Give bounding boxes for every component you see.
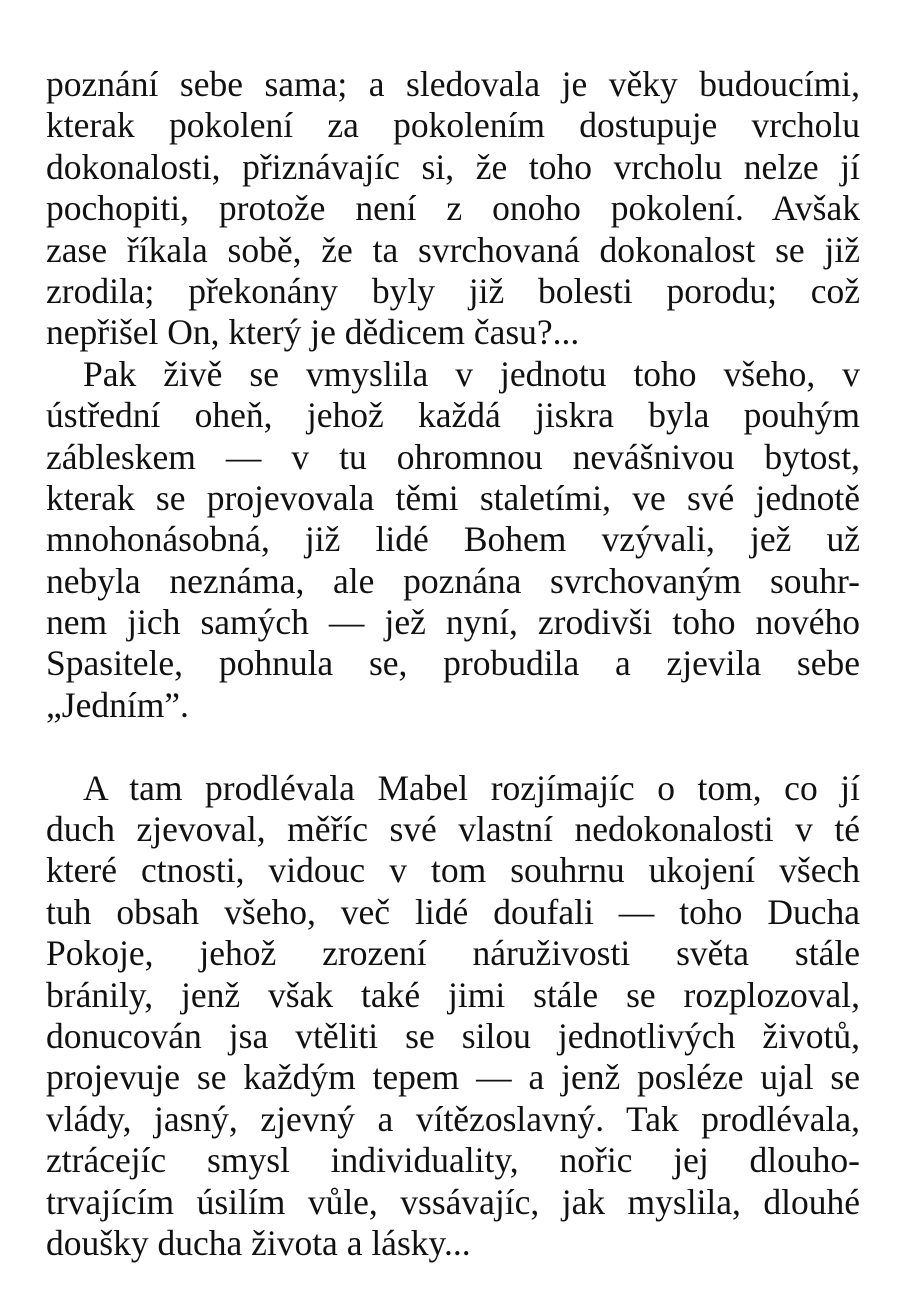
text-line: Pokoje, jehož zrození náruživosti světa stále [46,933,860,974]
text-line: dokonalosti, přiznávajíc si, že toho vrcholu nelze jí [46,146,860,187]
text-line [46,726,860,767]
text-line: donucován jsa vtěliti se silou jednotlivých životů, [46,1015,860,1056]
text-line: vlády, jasný, zjevný a vítězoslavný. Tak prodlévala, [46,1098,860,1139]
text-line: zase říkala sobě, že ta svrchovaná dokonalost se již [46,229,860,270]
text-line: „Jedním”. [46,684,189,725]
text-line: Spasitele, pohnula se, probudila a zjevila sebe [46,643,860,684]
text-line: zábleskem — v tu ohromnou nevášnivou bytost, [46,436,860,477]
text-line: kterak se projevovala těmi staletími, ve své jednotě [46,477,860,518]
text-line: duch zjevoval, měříc své vlastní nedokonalosti v té [46,809,860,850]
text-line: bránily, jenž však také jimi stále se rozplozoval, [46,974,860,1015]
text-line: nem jich samých — jež nyní, zrodivši toho nového [46,602,860,643]
paragraph-3 [46,768,860,1265]
text-line: poznání sebe sama; a sledovala je věky budoucími, [46,64,860,104]
text-line: zrodila; překonány byly již bolesti porodu; což [46,270,860,311]
text-line: doušky ducha života a lásky... [46,1222,471,1263]
text-line: ztrácejíc smysl individuality, nořic jej dlouho- [46,1140,860,1181]
text-line: trvajícím úsilím vůle, vssávajíc, jak myslila, dlouhé [46,1181,860,1222]
text-line: pochopiti, protože není z onoho pokolení. Avšak [46,188,860,229]
text-line: projevuje se každým tepem — a jenž posléze ujal se [46,1057,860,1098]
text-line: nebyla neznáma, ale poznána svrchovaným souhr- [46,560,860,601]
text-line: kterak pokolení za pokolením dostupuje vrcholu [46,105,860,146]
text-line: mnohonásobná, již lidé Bohem vzývali, jež už [46,519,860,560]
paragraph-2 [46,354,860,768]
text-line: A tam prodlévala Mabel rozjímajíc o tom, co jí [83,767,860,808]
page-text [46,64,860,1264]
text-line: které ctnosti, vidouc v tom souhrnu ukojení všech [46,850,860,891]
text-line: nepřišel On, který je dědicem času?... [46,312,580,353]
text-line: Pak živě se vmyslila v jednotu toho všeho, v [83,353,860,394]
paragraph-1 [46,64,860,354]
text-line: tuh obsah všeho, več lidé doufali — toho Ducha [46,891,860,932]
text-line: ústřední oheň, jehož každá jiskra byla pouhým [46,395,860,436]
